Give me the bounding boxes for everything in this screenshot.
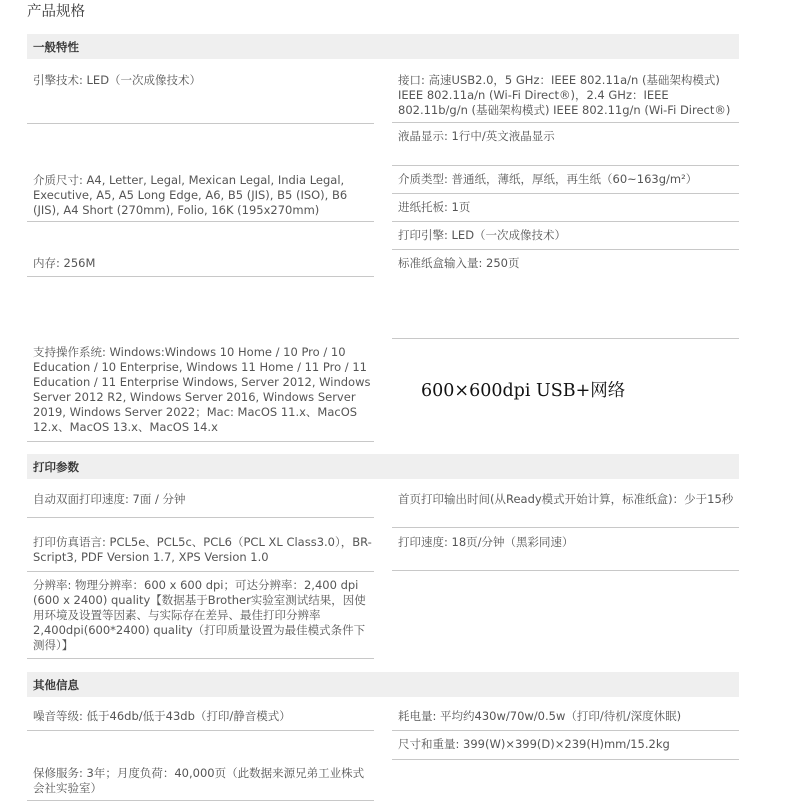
spec-memory (27, 250, 374, 277)
spec-text: 引擎技术: LED（一次成像技术） (33, 73, 202, 87)
spec-duplex-speed (27, 490, 374, 518)
spec-text: 介质类型: 普通纸，薄纸，厚纸，再生纸（60~163g/m²） (398, 172, 698, 186)
spec-text: 进纸托板: 1页 (398, 200, 471, 214)
spec-text: 耗电量: 平均约430w/70w/0.5w（打印/待机/深度休眠) (398, 709, 682, 723)
spec-speed (392, 528, 739, 571)
spec-media-size (27, 124, 374, 222)
spec-text: 尺寸和重量: 399(W)×399(D)×239(H)mm/15.2kg (398, 737, 670, 751)
spec-text: 保修服务: 3年；月度负荷：40,000页（此数据来源兄弟工业株式会社实验室） (33, 766, 365, 795)
spec-resolution (27, 572, 374, 659)
spec-emulation (27, 518, 374, 572)
page-title: 产品规格 (27, 4, 85, 20)
spec-interface (392, 72, 739, 123)
spec-os-support (27, 277, 374, 442)
spec-lcd (392, 123, 739, 166)
spec-print-engine (392, 222, 739, 250)
spec-text: 打印引擎: LED（一次成像技术） (398, 228, 567, 242)
spec-text: 内存: 256M (33, 256, 96, 270)
spec-noise (27, 702, 374, 731)
overlay-annotation: 600×600dpi USB+网络 (421, 381, 626, 401)
spec-text: 支持操作系统: Windows:Windows 10 Home / 10 Pro / 10 Education / 10 Enterprise, Windows 11 Home / 11 Pro / 11 Education / 11 Enterprise Windows, Server 2012, Windows Server 2012 R2, Windows Server 2016, Windows Server 2019, Windows Server 2022；Mac: MacOS 11.x、MacOS 12.x、MacOS 13.x、MacOS 14.x (33, 345, 371, 434)
spec-text: 打印仿真语言: PCL5e、PCL5c、PCL6（PCL XL Class3.0），BR-Script3, PDF Version 1.7, XPS Version 1.0 (33, 535, 372, 564)
spec-text: 打印速度: 18页/分钟（黑彩同速） (398, 535, 574, 549)
spec-first-page (392, 490, 739, 528)
spec-text: 接口: 高速USB2.0，5 GHz：IEEE 802.11a/n (基础架构模式) IEEE 802.11a/n (Wi-Fi Direct®)，2.4 GHz：IEEE 802.11b/g/n (基础架构模式) IEEE 802.11g/n (Wi-Fi Direct®) (398, 73, 731, 117)
section-header-other (27, 672, 739, 697)
section-header-print (27, 454, 739, 479)
spec-feed-tray (392, 194, 739, 222)
spec-text: 自动双面打印速度: 7面 / 分钟 (33, 492, 186, 506)
spec-dimensions (392, 731, 739, 760)
spec-text: 首页打印输出时间(从Ready模式开始计算，标准纸盒)：少于15秒 (398, 492, 734, 506)
section-title-general: 一般特性 (33, 40, 79, 54)
spec-power (392, 702, 739, 731)
section-header-general (27, 34, 739, 59)
spec-text: 噪音等级: 低于46db/低于43db（打印/静音模式） (33, 709, 291, 723)
section-title-print: 打印参数 (33, 460, 79, 474)
spec-std-tray (392, 250, 739, 339)
spec-media-type (392, 166, 739, 194)
section-title-other: 其他信息 (33, 678, 79, 692)
spec-text: 介质尺寸: A4, Letter, Legal, Mexican Legal, India Legal, Executive, A5, A5 Long Edge, A6, B5 (JIS), B5 (ISO), B6 (JIS), A4 Short (270mm), Folio, 16K (195x270mm) (33, 173, 348, 217)
spec-text: 液晶显示: 1行中/英文液晶显示 (398, 129, 555, 143)
spec-text: 标准纸盒输入量: 250页 (398, 256, 520, 270)
spec-text: 分辨率: 物理分辨率：600 x 600 dpi；可达分辨率：2,400 dpi (600 x 2400) quality【数据基于Brother实验室测试结果，因使用环境及设置等因素、与实际存在差异、最佳打印分辨率2,400dpi(600*2400) quality（打印质量设置为最佳模式条件下测得）】 (33, 578, 366, 652)
spec-engine-tech (27, 72, 374, 124)
spec-warranty (27, 731, 374, 801)
